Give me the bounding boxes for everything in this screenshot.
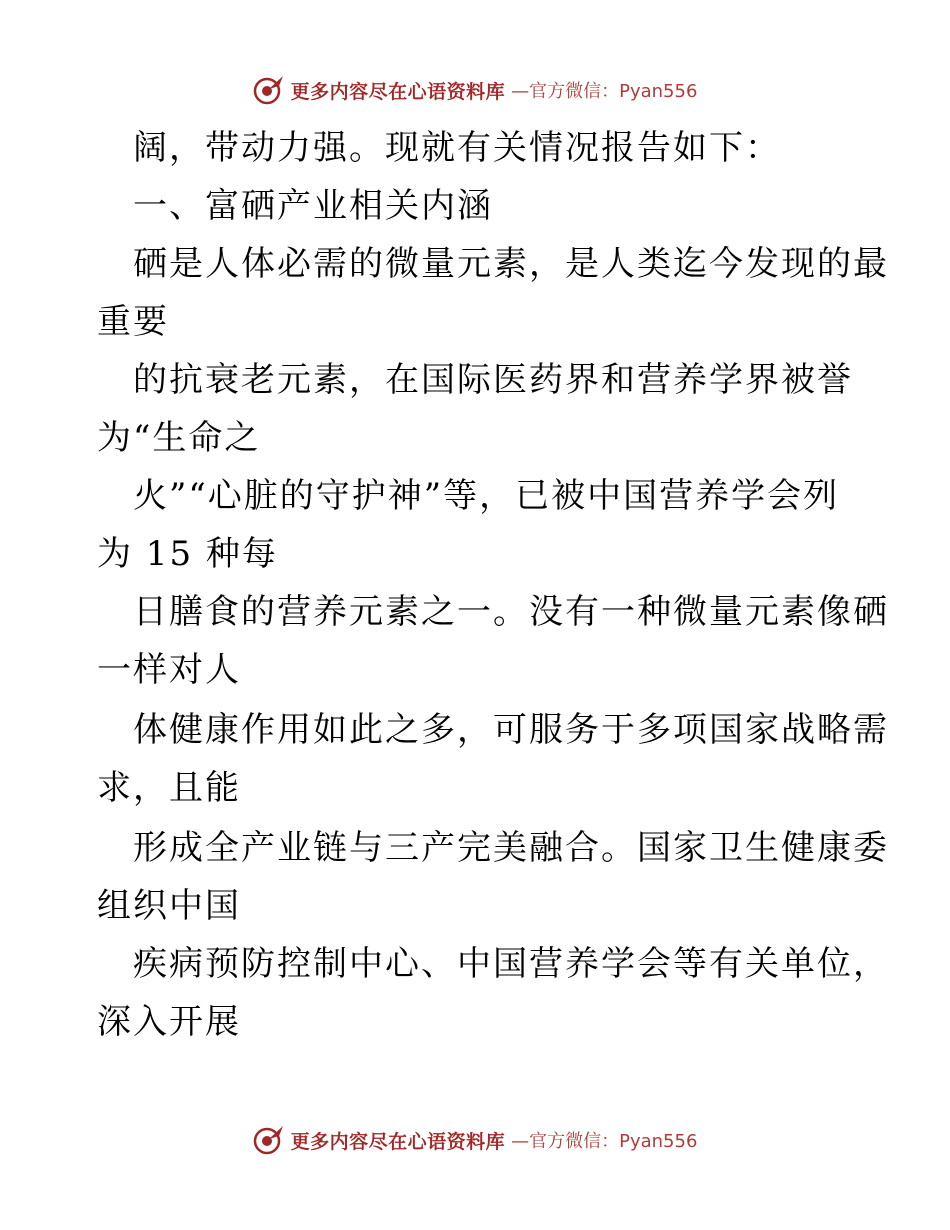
body-line: 为 15 种每 <box>97 534 278 574</box>
body-line: 组织中国 <box>97 886 241 926</box>
section-heading: 一、富硒产业相关内涵 <box>133 186 493 226</box>
body-line: 体健康作用如此之多，可服务于多项国家战略需 <box>133 710 889 750</box>
quill-logo-icon <box>253 1124 285 1156</box>
body-line: 疾病预防控制中心、中国营养学会等有关单位， <box>133 944 889 984</box>
body-line: 深入开展 <box>97 1002 241 1042</box>
header-banner <box>0 70 950 110</box>
footer-banner <box>0 1120 950 1160</box>
body-line: 一样对人 <box>97 650 241 690</box>
quill-logo-icon <box>253 74 285 106</box>
body-line: 重要 <box>97 302 169 342</box>
footer-brand-text: 更多内容尽在心语资料库 <box>290 1130 506 1153</box>
body-line: 日膳食的营养元素之一。没有一种微量元素像硒 <box>133 592 889 632</box>
body-line: 求，且能 <box>97 768 241 808</box>
body-line: 硒是人体必需的微量元素，是人类迄今发现的最 <box>133 244 889 284</box>
footer-wechat-text: —官方微信：Pyan556 <box>511 1131 698 1152</box>
header-brand-text: 更多内容尽在心语资料库 <box>290 80 506 103</box>
header-wechat-text: —官方微信：Pyan556 <box>511 81 698 102</box>
body-line: 阔，带动力强。现就有关情况报告如下： <box>133 128 781 168</box>
body-line: 火”“心脏的守护神”等，已被中国营养学会列 <box>133 476 840 516</box>
body-line: 形成全产业链与三产完美融合。国家卫生健康委 <box>133 828 889 868</box>
body-line: 的抗衰老元素，在国际医药界和营养学界被誉 <box>133 360 853 400</box>
body-line: 为“生命之 <box>97 418 261 458</box>
